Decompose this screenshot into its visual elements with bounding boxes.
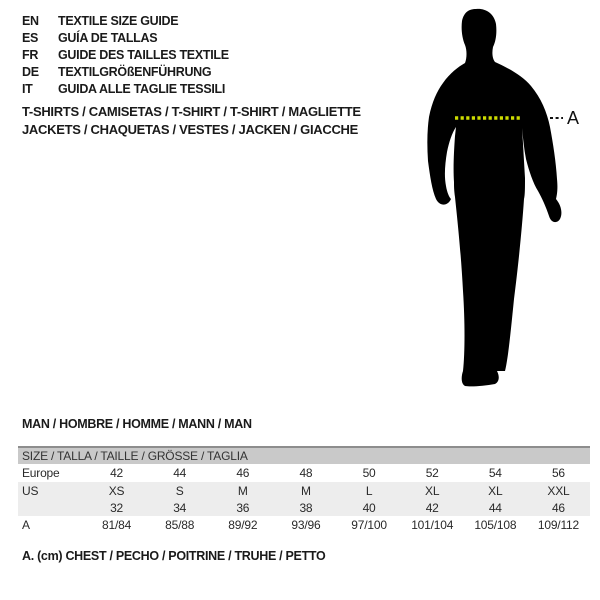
size-cell: 46: [527, 499, 590, 516]
language-code: FR: [22, 47, 39, 62]
table-header: SIZE / TALLA / TAILLE / GRÖSSE / TAGLIA: [18, 447, 590, 464]
garment-types: [22, 104, 361, 140]
table-row-us: [18, 482, 590, 499]
figure-area: [410, 0, 600, 410]
language-code: DE: [22, 64, 39, 79]
garment-line-jackets: JACKETS / CHAQUETAS / VESTES / JACKEN / GIACCHE: [22, 122, 358, 137]
row-label: Europe: [22, 466, 60, 480]
size-cell: 44: [173, 466, 187, 480]
measure-label-a: A: [567, 108, 580, 128]
size-cell: 52: [425, 466, 439, 480]
table-row-europe: [18, 464, 590, 482]
size-cell: 32: [85, 499, 148, 516]
size-cell: XXL: [527, 482, 590, 499]
language-label: GUIDA ALLE TAGLIE TESSILI: [58, 81, 226, 96]
row-label: US: [18, 482, 85, 499]
size-cell: 85/88: [165, 518, 195, 532]
size-cell: 40: [338, 499, 401, 516]
size-cell: XL: [464, 482, 527, 499]
language-row: [22, 29, 229, 46]
footnote: A. (cm) CHEST / PECHO / POITRINE / TRUHE / PETTO: [22, 549, 326, 563]
language-row: [22, 80, 229, 97]
size-cell: XL: [401, 482, 464, 499]
man-silhouette: [410, 0, 600, 410]
size-cell: 36: [211, 499, 274, 516]
language-code: EN: [22, 13, 39, 28]
size-cell: 101/104: [411, 518, 454, 532]
language-code: ES: [22, 30, 39, 45]
size-cell: 97/100: [351, 518, 387, 532]
size-cell: 50: [362, 466, 376, 480]
section-title: MAN / HOMBRE / HOMME / MANN / MAN: [22, 417, 252, 431]
size-cell: 38: [274, 499, 337, 516]
language-label: GUIDE DES TAILLES TEXTILE: [58, 47, 229, 62]
size-cell: 105/108: [474, 518, 517, 532]
size-cell: M: [211, 482, 274, 499]
size-cell: L: [338, 482, 401, 499]
size-cell: M: [274, 482, 337, 499]
language-row: [22, 12, 229, 29]
size-cell: 81/84: [102, 518, 132, 532]
size-cell: 34: [148, 499, 211, 516]
language-label: TEXTILE SIZE GUIDE: [58, 13, 179, 28]
size-table: [18, 446, 590, 534]
language-label: GUÍA DE TALLAS: [58, 30, 158, 45]
table-header-row: [18, 447, 590, 464]
language-list: [22, 12, 229, 97]
language-label: TEXTILGRÖßENFÜHRUNG: [58, 64, 212, 79]
size-cell: 109/112: [537, 518, 579, 532]
size-cell: 89/92: [228, 518, 258, 532]
size-cell: 46: [236, 466, 250, 480]
table-row-chest: [18, 516, 590, 534]
language-row: [22, 63, 229, 80]
size-cell: S: [148, 482, 211, 499]
man-silhouette-path: [427, 9, 561, 387]
language-code: IT: [22, 81, 33, 96]
size-cell: 44: [464, 499, 527, 516]
size-cell: 48: [299, 466, 313, 480]
size-cell: XS: [85, 482, 148, 499]
table-row-us-numeric: [18, 499, 590, 516]
size-cell: 54: [488, 466, 502, 480]
garment-line-tshirts: T-SHIRTS / CAMISETAS / T-SHIRT / T-SHIRT / MAGLIETTE: [22, 104, 361, 119]
language-row: [22, 46, 229, 63]
size-cell: 56: [551, 466, 565, 480]
row-label: [18, 499, 85, 516]
size-cell: 42: [110, 466, 124, 480]
row-label: A: [22, 518, 30, 532]
size-cell: 42: [401, 499, 464, 516]
size-cell: 93/96: [291, 518, 321, 532]
